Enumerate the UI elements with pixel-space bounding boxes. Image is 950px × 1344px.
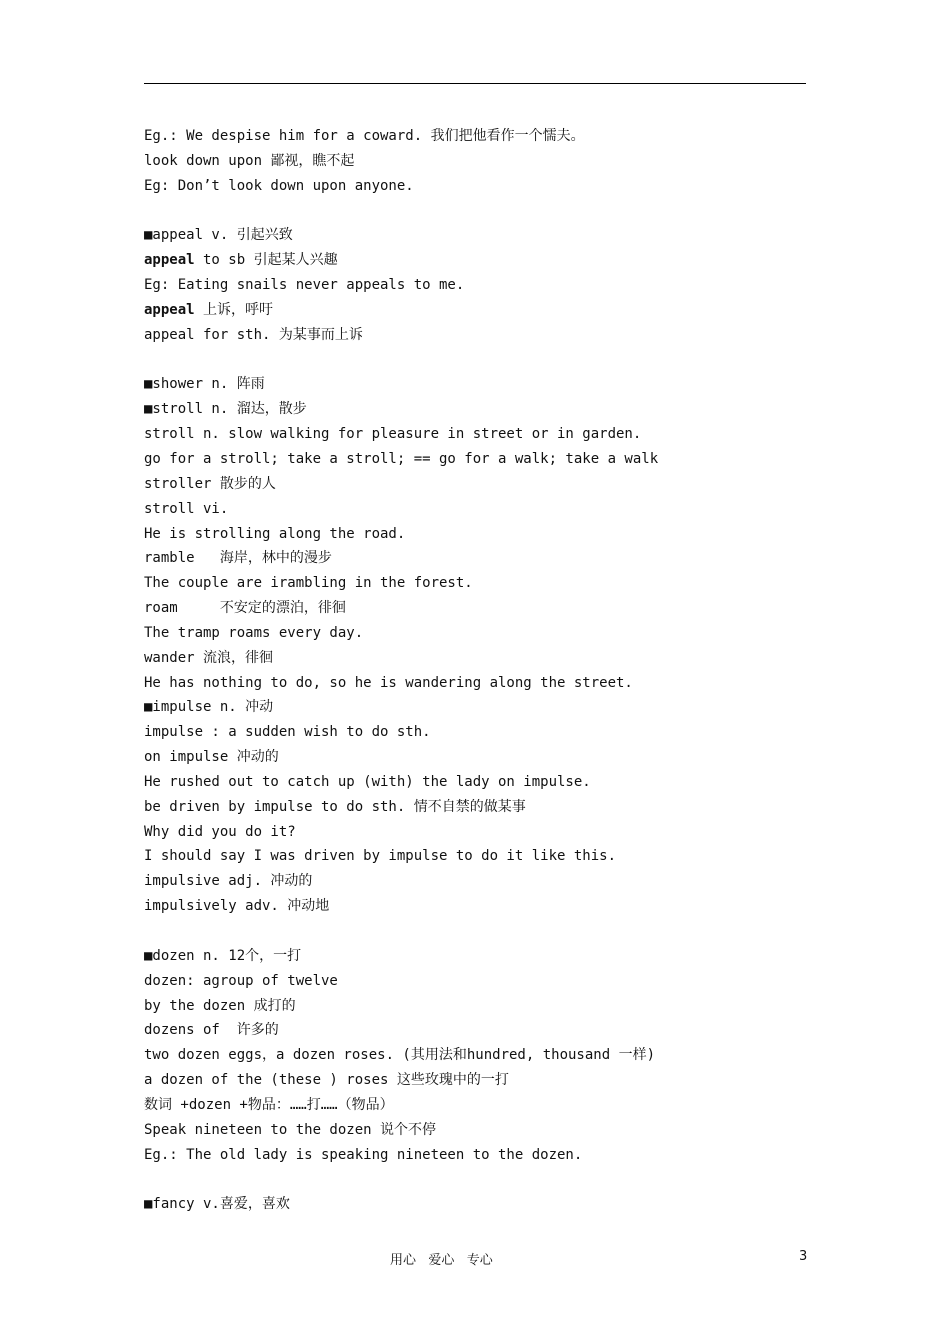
text-line [144,894,814,919]
text-line [144,844,814,869]
line-text: appeal for sth. 为某事而上诉 [144,326,363,343]
line-text: I should say I was driven by impulse to do it like this. [144,848,617,865]
line-text: go for a stroll; take a stroll; == go for a walk; take a walk [144,450,659,467]
text-line [144,1068,814,1093]
line-text: dozens of 许多的 [144,1022,279,1039]
blank-line [144,919,814,944]
line-text: ■impulse n. 冲动 [144,699,274,716]
text-line [144,472,814,497]
line-text: dozen: agroup of twelve [144,972,338,989]
line-text: on impulse 冲动的 [144,749,279,766]
line-text: impulse : a sudden wish to do sth. [144,724,431,741]
text-line [144,1093,814,1118]
text-line [144,223,814,248]
line-text: Why did you do it? [144,823,296,840]
blank-line [144,1167,814,1192]
line-text: be driven by impulse to do sth. 情不自禁的做某事 [144,798,526,815]
text-line [144,820,814,845]
line-text: impulsively adv. 冲动地 [144,898,330,915]
blank-line [144,348,814,373]
text-line [144,770,814,795]
text-line [144,323,814,348]
page-number: 3 [799,1249,808,1264]
line-text: ■appeal v. 引起兴致 [144,227,293,244]
text-line [144,248,814,273]
line-text: ■fancy v.喜爱，喜欢 [144,1196,290,1213]
text-line [144,422,814,447]
text-line [144,273,814,298]
line-text: Speak nineteen to the dozen 说个不停 [144,1121,437,1138]
line-text: Eg: Eating snails never appeals to me. [144,277,465,294]
bold-term: appeal [144,301,195,318]
blank-line [144,199,814,224]
bold-term: appeal [144,252,195,269]
line-text: impulsive adj. 冲动的 [144,873,313,890]
text-line [144,546,814,571]
text-line [144,447,814,472]
text-line [144,994,814,1019]
line-text: stroller 散步的人 [144,475,276,492]
text-line [144,969,814,994]
line-text: stroll n. slow walking for pleasure in street or in garden. [144,426,642,443]
line-text: stroll vi. [144,500,229,517]
text-line [144,1018,814,1043]
text-line [144,1043,814,1068]
text-line [144,720,814,745]
text-line [144,124,814,149]
line-text: two dozen eggs，a dozen roses. (其用法和hundred, thousand 一样) [144,1047,656,1064]
header-rule [144,83,806,84]
text-line [144,397,814,422]
line-text: a dozen of the (these ) roses 这些玫瑰中的一打 [144,1072,509,1089]
line-text: to sb 引起某人兴趣 [194,252,338,269]
text-line [144,646,814,671]
text-line [144,795,814,820]
line-text: ■dozen n. 12个，一打 [144,947,302,964]
text-line [144,522,814,547]
text-line [144,1192,814,1217]
line-text: The couple are irambling in the forest. [144,575,473,592]
line-text: 数词 +dozen +物品：……打……（物品） [144,1096,394,1113]
line-text: ramble 海岸，林中的漫步 [144,550,332,567]
document-body [144,124,814,1217]
text-line [144,174,814,199]
line-text: He rushed out to catch up (with) the lady on impulse. [144,773,591,790]
line-text: roam 不安定的漂泊，徘徊 [144,600,346,617]
text-line [144,571,814,596]
line-text: He is strolling along the road. [144,525,406,542]
text-line [144,1143,814,1168]
text-line [144,596,814,621]
line-text: Eg: Don’t look down upon anyone. [144,177,414,194]
line-text: ■stroll n. 溜达，散步 [144,401,307,418]
line-text: by the dozen 成打的 [144,997,296,1014]
line-text: wander 流浪，徘徊 [144,649,274,666]
footer-text: 用心 爱心 专心 [390,1253,493,1268]
text-line [144,621,814,646]
text-line [144,695,814,720]
text-line [144,869,814,894]
line-text: The tramp roams every day. [144,624,364,641]
text-line [144,944,814,969]
text-line [144,745,814,770]
page-footer [0,1249,950,1267]
text-line [144,497,814,522]
text-line [144,671,814,696]
text-line [144,1118,814,1143]
text-line [144,298,814,323]
line-text: He has nothing to do, so he is wandering along the street. [144,674,633,691]
text-line [144,149,814,174]
line-text: look down upon 鄙视，瞧不起 [144,152,355,169]
line-text: ■shower n. 阵雨 [144,376,265,393]
line-text: Eg.: The old lady is speaking nineteen to the dozen. [144,1146,583,1163]
line-text: Eg.: We despise him for a coward. 我们把他看作一个懦夫。 [144,128,585,144]
line-text: 上诉，呼吁 [194,301,274,318]
text-line [144,372,814,397]
